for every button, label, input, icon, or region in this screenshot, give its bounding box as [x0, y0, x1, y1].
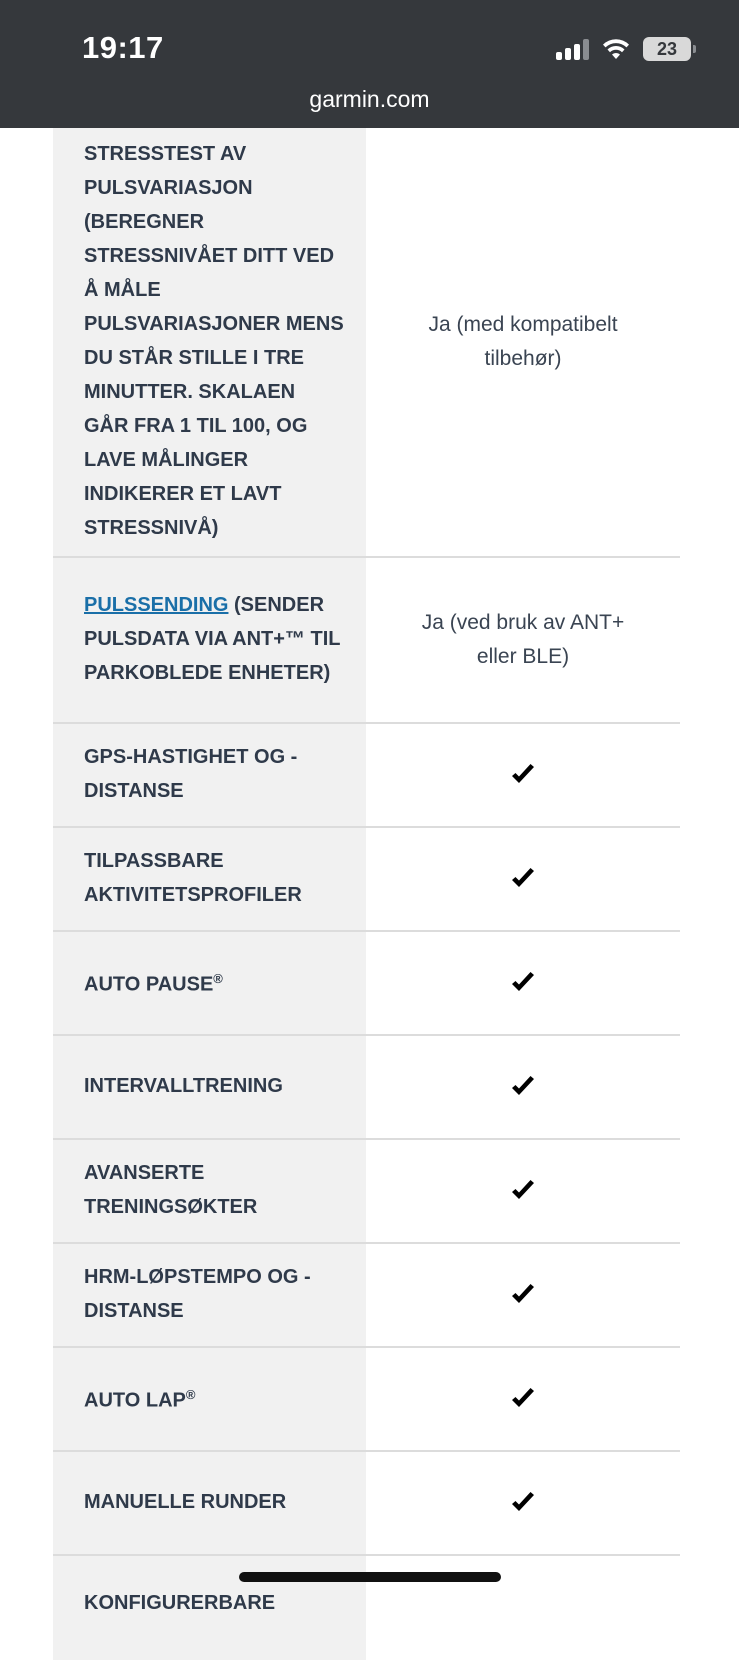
registered-mark: ® [185, 1387, 196, 1402]
status-time: 19:17 [82, 30, 164, 65]
feature-label-text: STRESSTEST AV PULSVARIASJON (BEREGNER STRESSNIVÅET DITT VED Å MÅLE PULSVARIASJONER MENS DU STÅR STILLE I TRE MINUTTER. SKALAEN GÅR FRA 1 TIL 100, OG LAVE MÅLINGER INDIKERER ET LAVT STRESSNIVÅ) [84, 143, 344, 539]
spec-table [53, 128, 680, 1660]
battery-icon: 23 [643, 37, 691, 61]
checkmark-icon [510, 1491, 536, 1515]
wifi-icon [601, 38, 631, 60]
status-icons [556, 34, 691, 64]
checkmark-icon [510, 971, 536, 995]
feature-value [366, 1244, 680, 1346]
feature-label: AVANSERTE TRENINGSØKTER [53, 1140, 366, 1242]
table-row [53, 932, 680, 1036]
home-indicator[interactable] [239, 1572, 501, 1582]
table-row [53, 828, 680, 932]
table-row [53, 128, 680, 558]
feature-label: INTERVALLTRENING [53, 1036, 366, 1138]
checkmark-icon [510, 1075, 536, 1099]
feature-value [366, 1140, 680, 1242]
table-row [53, 1244, 680, 1348]
table-row [53, 724, 680, 828]
feature-label: KONFIGURERBARE [53, 1556, 366, 1660]
checkmark-icon [510, 763, 536, 787]
browser-top-bar [0, 0, 739, 128]
feature-value [366, 932, 680, 1034]
feature-label: HRM-LØPSTEMPO OG -DISTANSE [53, 1244, 366, 1346]
url-label[interactable]: garmin.com [309, 86, 430, 112]
feature-label [53, 558, 366, 722]
table-row [53, 1036, 680, 1140]
feature-label [53, 1348, 366, 1450]
feature-label [53, 932, 366, 1034]
feature-label-text: (SENDER PULSDATA VIA ANT+™ TIL PARKOBLEDE ENHETER) [84, 594, 341, 684]
checkmark-icon [510, 1387, 536, 1411]
feature-label: MANUELLE RUNDER [53, 1452, 366, 1554]
feature-value [366, 724, 680, 826]
feature-value [366, 828, 680, 930]
feature-value [366, 1036, 680, 1138]
feature-label-text: AUTO LAP [84, 1389, 186, 1412]
checkmark-icon [510, 867, 536, 891]
feature-label-text: AUTO PAUSE [84, 973, 214, 996]
checkmark-icon [510, 1179, 536, 1203]
feature-label: GPS-HASTIGHET OG -DISTANSE [53, 724, 366, 826]
table-row [53, 1348, 680, 1452]
pulssending-link[interactable]: PULSSENDING [84, 594, 229, 616]
feature-value: Ja (med kompatibelt tilbehør) [428, 313, 618, 370]
feature-value [366, 1452, 680, 1554]
checkmark-icon [510, 1283, 536, 1307]
table-row [53, 1452, 680, 1556]
table-row [53, 558, 680, 724]
cellular-signal-icon [556, 38, 589, 60]
registered-mark: ® [213, 971, 223, 986]
feature-label: TILPASSBARE AKTIVITETSPROFILER [53, 828, 366, 930]
feature-label [53, 128, 366, 556]
table-row [53, 1140, 680, 1244]
feature-value: Ja (ved bruk av ANT+ eller BLE) [421, 611, 625, 668]
feature-value [366, 1348, 680, 1450]
